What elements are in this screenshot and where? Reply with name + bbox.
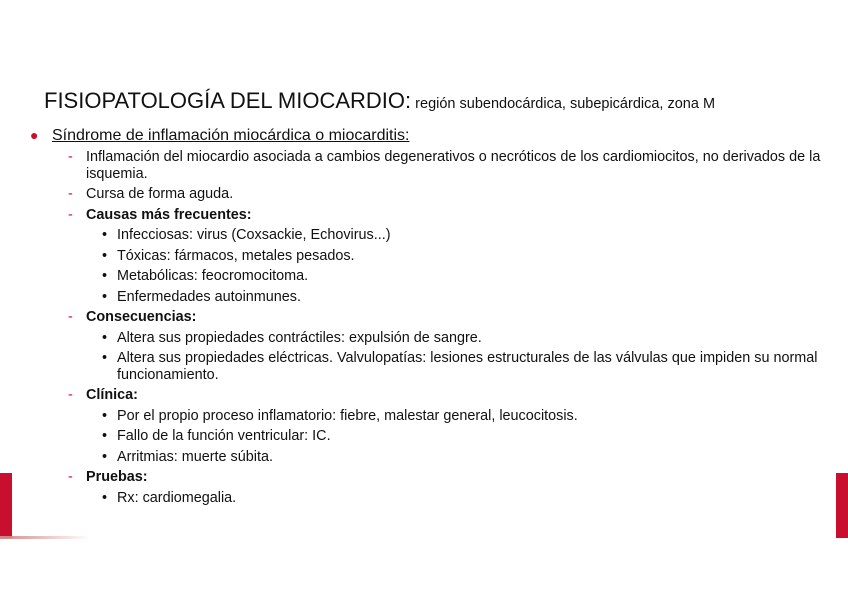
list-item-text: Altera sus propiedades contráctiles: expulsión de sangre.: [117, 329, 482, 346]
title-main: FISIOPATOLOGÍA DEL MIOCARDIO:: [44, 88, 412, 113]
dash-marker-icon: -: [68, 186, 73, 202]
list-item-text: Fallo de la función ventricular: IC.: [117, 428, 331, 444]
accent-bar-shadow: [0, 536, 90, 539]
tests-label: Pruebas:: [86, 469, 148, 485]
dash-marker-icon: -: [68, 149, 73, 165]
heading-item: [30, 126, 830, 145]
right-accent-bar: [836, 473, 848, 538]
list-item-text: Tóxicas: fármacos, metales pesados.: [117, 247, 355, 264]
dash-marker-icon: -: [68, 387, 73, 403]
list-item: [30, 248, 830, 265]
list-item: [30, 428, 830, 445]
bullet-icon: •: [102, 350, 108, 366]
list-item: [30, 408, 830, 425]
bullet-icon: •: [102, 448, 108, 465]
consequences-item: [30, 309, 830, 326]
list-item: [30, 350, 830, 383]
list-item-text: Por el propio proceso inflamatorio: fiebre, malestar general, leucocitosis.: [117, 407, 578, 424]
list-item-text: Arritmias: muerte súbita.: [117, 448, 273, 465]
consequences-label: Consecuencias:: [86, 309, 197, 325]
list-item-text: Enfermedades autoinmunes.: [117, 288, 301, 305]
bullet-icon: •: [102, 428, 108, 444]
course-item: [30, 186, 830, 203]
bullet-icon: •: [102, 329, 108, 346]
definition-item: [30, 149, 830, 182]
left-accent-bar: [0, 473, 12, 538]
list-item-text: Metabólicas: feocromocitoma.: [117, 268, 309, 284]
causes-label: Causas más frecuentes:: [86, 206, 252, 223]
causes-item: [30, 207, 830, 224]
list-item: [30, 449, 830, 466]
dash-marker-icon: -: [68, 309, 73, 325]
heading-text: Síndrome de inflamación miocárdica o miocarditis:: [52, 127, 410, 144]
list-item: [30, 490, 830, 507]
clinic-label: Clínica:: [86, 387, 138, 403]
list-item: [30, 268, 830, 285]
bullet-icon: •: [102, 247, 108, 264]
list-item: [30, 330, 830, 347]
list-item-text: Infecciosas: virus (Coxsackie, Echovirus...): [117, 227, 391, 243]
list-item: [30, 227, 830, 244]
definition-text: Inflamación del miocardio asociada a cambios degenerativos o necróticos de los cardiomiocitos, no derivados de la isquemia.: [86, 149, 821, 182]
bullet-icon: •: [102, 407, 108, 424]
slide-title: [44, 88, 715, 114]
bullet-dot-icon: ●: [30, 127, 39, 143]
bullet-icon: •: [102, 489, 108, 506]
list-item-text: Altera sus propiedades eléctricas. Valvulopatías: lesiones estructurales de las válvulas que impiden su normal funcionamiento.: [117, 350, 818, 383]
tests-item: [30, 469, 830, 486]
list-item: [30, 289, 830, 306]
bullet-icon: •: [102, 268, 108, 284]
list-item-text: Rx: cardiomegalia.: [117, 489, 237, 506]
bullet-icon: •: [102, 227, 108, 243]
title-subtitle: región subendocárdica, subepicárdica, zona M: [411, 96, 716, 112]
course-text: Cursa de forma aguda.: [86, 186, 234, 202]
bullet-icon: •: [102, 288, 108, 305]
content-body: [30, 126, 830, 506]
dash-marker-icon: -: [68, 206, 73, 223]
clinic-item: [30, 387, 830, 404]
dash-marker-icon: -: [68, 469, 73, 485]
